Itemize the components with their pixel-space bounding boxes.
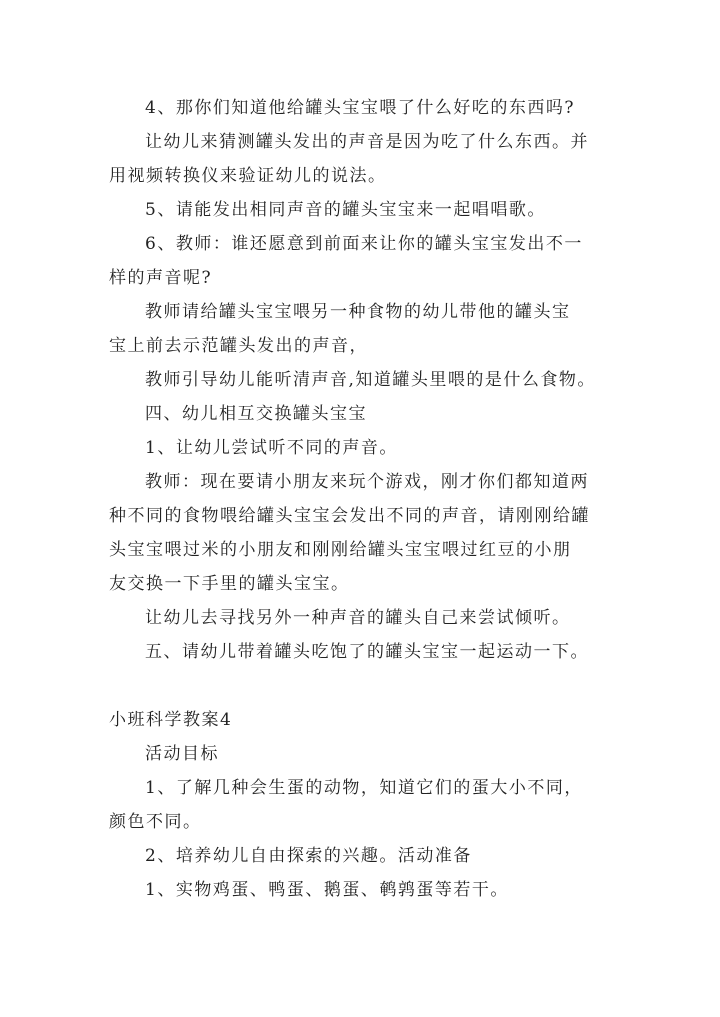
paragraph-line: 1、实物鸡蛋、鸭蛋、鹅蛋、鹌鹑蛋等若干。 [145, 880, 509, 900]
paragraph-line: 让幼儿去寻找另外一种声音的罐头自己来尝试倾听。 [145, 608, 571, 628]
paragraph-line: 5、请能发出相同声音的罐头宝宝来一起唱唱歌。 [145, 200, 546, 220]
paragraph-line: 4、那你们知道他给罐头宝宝喂了什么好吃的东西吗? [145, 98, 575, 118]
paragraph-line: 教师：现在要请小朋友来玩个游戏，刚才你们都知道两 [145, 472, 589, 492]
paragraph-line: 教师引导幼儿能听清声音,知道罐头里喂的是什么食物。 [145, 370, 596, 390]
paragraph-line: 头宝宝喂过米的小朋友和刚刚给罐头宝宝喂过红豆的小朋 [109, 540, 572, 560]
section-heading: 四、幼儿相互交换罐头宝宝 [145, 404, 367, 424]
paragraph-line: 2、培养幼儿自由探索的兴趣。活动准备 [145, 846, 472, 866]
paragraph-line: 用视频转换仪来验证幼儿的说法。 [109, 166, 387, 186]
paragraph-line: 样的声音呢? [109, 268, 213, 288]
paragraph-line: 种不同的食物喂给罐头宝宝会发出不同的声音，请刚刚给罐 [109, 506, 590, 526]
paragraph-line: 6、教师：谁还愿意到前面来让你的罐头宝宝发出不一 [145, 234, 583, 254]
paragraph-line: 宝上前去示范罐头发出的声音， [109, 336, 368, 356]
paragraph-line: 友交换一下手里的罐头宝宝。 [109, 574, 350, 594]
section-heading: 五、请幼儿带着罐头吃饱了的罐头宝宝一起运动一下。 [145, 642, 589, 662]
paragraph-line: 颜色不同。 [109, 812, 202, 832]
paragraph-line: 教师请给罐头宝宝喂另一种食物的幼儿带他的罐头宝 [145, 302, 571, 322]
document-title: 小班科学教案4 [109, 710, 233, 730]
section-heading: 活动目标 [145, 744, 219, 764]
paragraph-line: 让幼儿来猜测罐头发出的声音是因为吃了什么东西。并 [145, 132, 589, 152]
paragraph-line: 1、让幼儿尝试听不同的声音。 [145, 438, 398, 458]
paragraph-line: 1、了解几种会生蛋的动物，知道它们的蛋大小不同， [145, 778, 583, 798]
